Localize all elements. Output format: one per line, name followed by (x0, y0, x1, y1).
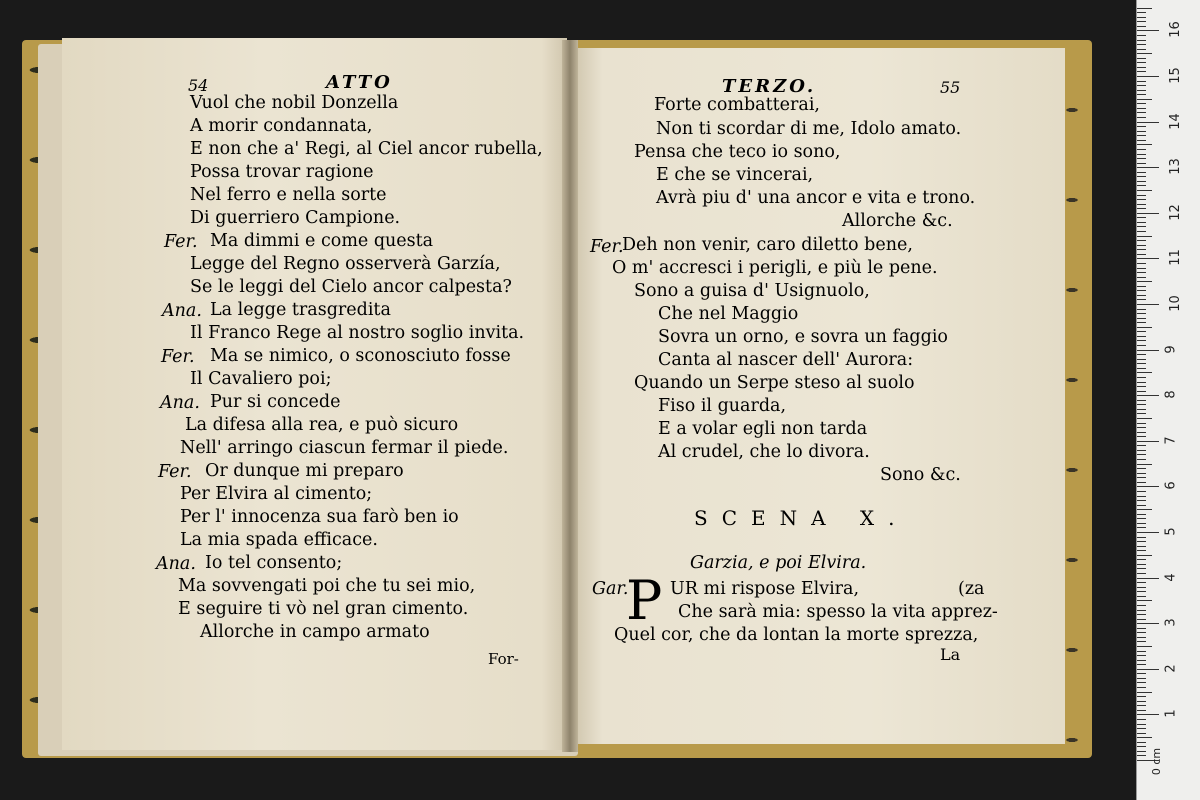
ruler-tick (1137, 272, 1146, 273)
ruler-tick (1137, 226, 1146, 227)
ruler-tick (1137, 299, 1146, 300)
ruler-number: 14 (1167, 112, 1183, 130)
left-catchword: For- (488, 650, 519, 668)
ruler-tick (1137, 295, 1146, 296)
ruler-tick (1137, 669, 1159, 670)
ruler-number: 8 (1163, 390, 1179, 399)
text-line: Sono a guisa d' Usignuolo, (634, 281, 870, 301)
text-line: E che se vincerai, (656, 165, 814, 185)
ruler-tick (1137, 724, 1146, 725)
ruler-tick (1137, 377, 1146, 378)
ruler-tick (1137, 254, 1146, 255)
ruler-tick (1137, 687, 1146, 688)
ruler-tick (1137, 263, 1146, 264)
text-line: (za (958, 579, 985, 599)
ruler-tick (1137, 441, 1159, 442)
ruler-tick (1137, 459, 1146, 460)
ruler-tick (1137, 532, 1159, 533)
ruler-tick (1137, 140, 1146, 141)
ruler-tick (1137, 12, 1146, 13)
ruler-tick (1137, 163, 1146, 164)
ruler-tick (1137, 655, 1146, 656)
ruler-tick (1137, 496, 1146, 497)
ruler-tick (1137, 281, 1152, 282)
ruler-tick (1137, 600, 1152, 601)
ruler-unit-label: 0 cm (1150, 747, 1164, 776)
ruler-tick (1137, 632, 1146, 633)
text-line: Sono &c. (880, 465, 961, 485)
ruler-tick (1137, 742, 1146, 743)
text-line: E seguire ti vò nel gran cimento. (178, 599, 469, 619)
ruler-tick (1137, 249, 1146, 250)
ruler-tick (1137, 372, 1152, 373)
ruler-tick (1137, 664, 1146, 665)
ruler-tick (1137, 354, 1146, 355)
ruler-tick (1137, 71, 1146, 72)
text-line: Ma dimmi e come questa (210, 231, 434, 251)
ruler-tick (1137, 673, 1146, 674)
speaker-label: Fer. (161, 347, 195, 367)
ruler-tick (1137, 637, 1146, 638)
ruler-tick (1137, 258, 1159, 259)
ruler-tick (1137, 126, 1146, 127)
scene-heading: SCENA X. (694, 506, 909, 530)
ruler-tick (1137, 290, 1146, 291)
ruler-number: 9 (1163, 344, 1179, 354)
right-page-number: 55 (940, 78, 961, 97)
ruler-tick (1137, 167, 1159, 168)
ruler-tick (1137, 395, 1159, 396)
ruler-tick (1137, 190, 1152, 191)
ruler-tick (1137, 359, 1146, 360)
text-line: Io tel consento; (205, 553, 343, 573)
ruler-tick (1137, 436, 1146, 437)
ruler-tick (1137, 546, 1146, 547)
speaker-label: Ana. (160, 393, 200, 413)
ruler-tick (1137, 144, 1152, 145)
ruler-number: 4 (1163, 572, 1179, 582)
ruler-tick (1137, 172, 1146, 173)
ruler-tick (1137, 400, 1146, 401)
ruler-tick (1137, 131, 1146, 132)
ruler-tick (1137, 53, 1152, 54)
ruler-tick (1137, 40, 1146, 41)
ruler-tick (1137, 568, 1146, 569)
text-line: Legge del Regno osserverà Garzía, (190, 254, 501, 274)
ruler-tick (1137, 336, 1146, 337)
ruler-tick (1137, 445, 1146, 446)
ruler-tick (1137, 413, 1146, 414)
ruler-tick (1137, 154, 1146, 155)
ruler-tick (1137, 122, 1159, 123)
ruler-tick (1137, 245, 1146, 246)
ruler-tick (1137, 518, 1146, 519)
text-line: E non che a' Regi, al Ciel ancor rubella, (190, 139, 543, 159)
ruler-tick (1137, 21, 1146, 22)
ruler-tick (1137, 304, 1159, 305)
ruler-tick (1137, 628, 1146, 629)
ruler-tick (1137, 94, 1146, 95)
ruler-tick (1137, 527, 1146, 528)
text-line: Canta al nascer dell' Aurora: (658, 350, 914, 370)
ruler-tick (1137, 573, 1146, 574)
ruler-tick (1137, 619, 1146, 620)
ruler-tick (1137, 240, 1146, 241)
ruler-tick (1137, 482, 1146, 483)
ruler-tick (1137, 135, 1146, 136)
ruler-tick (1137, 710, 1146, 711)
ruler-tick (1137, 382, 1146, 383)
text-line: Ma se nimico, o sconosciuto fosse (210, 346, 511, 366)
ruler-tick (1137, 427, 1146, 428)
ruler-tick (1137, 550, 1146, 551)
ruler-tick (1137, 755, 1146, 756)
ruler-tick (1137, 614, 1146, 615)
ruler-tick (1137, 432, 1146, 433)
ruler-number: 6 (1163, 481, 1179, 491)
ruler-tick (1137, 450, 1146, 451)
ruler-tick (1137, 523, 1146, 524)
ruler-tick (1137, 181, 1146, 182)
ruler-tick (1137, 30, 1159, 31)
ruler-tick (1137, 505, 1146, 506)
ruler-tick (1137, 751, 1146, 752)
ruler-number: 12 (1167, 204, 1183, 221)
ruler-tick (1137, 696, 1146, 697)
ruler-tick (1137, 623, 1159, 624)
ruler-tick (1137, 318, 1146, 319)
ruler-tick (1137, 486, 1159, 487)
ruler-tick (1137, 564, 1146, 565)
ruler-tick (1137, 26, 1146, 27)
ruler-tick (1137, 646, 1152, 647)
ruler-number: 13 (1167, 158, 1183, 175)
ruler-tick (1137, 231, 1146, 232)
ruler-tick (1137, 81, 1146, 82)
ruler-tick (1137, 423, 1146, 424)
ruler-tick (1137, 477, 1146, 478)
ruler-tick (1137, 641, 1146, 642)
ruler-tick (1137, 176, 1146, 177)
ruler-tick (1137, 327, 1152, 328)
text-line: Non ti scordar di me, Idolo amato. (656, 119, 962, 139)
ruler-tick (1137, 391, 1146, 392)
text-line: Nell' arringo ciascun fermar il piede. (180, 438, 509, 458)
text-line: La legge trasgredita (210, 300, 391, 320)
book-gutter (562, 40, 578, 752)
text-line: Nel ferro e nella sorte (190, 185, 387, 205)
ruler-tick (1137, 682, 1146, 683)
ruler-tick (1137, 340, 1146, 341)
ruler-tick (1137, 737, 1152, 738)
ruler-tick (1137, 236, 1152, 237)
ruler-tick (1137, 62, 1146, 63)
ruler-tick (1137, 386, 1146, 387)
text-line: Al crudel, che lo divora. (658, 442, 870, 462)
ruler-tick (1137, 678, 1146, 679)
ruler-tick (1137, 660, 1146, 661)
ruler-tick (1137, 309, 1146, 310)
speaker-label: Fer. (164, 232, 198, 252)
ruler-tick (1137, 90, 1146, 91)
text-line: Quando un Serpe steso al suolo (634, 373, 915, 393)
text-line: Per Elvira al cimento; (180, 484, 373, 504)
ruler-tick (1137, 195, 1146, 196)
ruler-tick (1137, 692, 1152, 693)
ruler-tick (1137, 112, 1146, 113)
speaker-label: Fer. (158, 462, 192, 482)
ruler-tick (1137, 213, 1159, 214)
ruler-tick (1137, 44, 1146, 45)
text-line: Che sarà mia: spesso la vita apprez- (678, 602, 998, 622)
speaker-label: Gar. (592, 579, 629, 599)
ruler-tick (1137, 217, 1146, 218)
text-line: O m' accresci i perigli, e più le pene. (612, 258, 938, 278)
text-line: La difesa alla rea, e può sicuro (185, 415, 459, 435)
ruler-tick (1137, 464, 1152, 465)
text-line: Deh non venir, caro diletto bene, (622, 235, 913, 255)
text-line: E a volar egli non tarda (658, 419, 868, 439)
ruler-tick (1137, 500, 1146, 501)
ruler-tick (1137, 345, 1146, 346)
ruler-tick (1137, 473, 1146, 474)
text-line: Fiso il guarda, (658, 396, 787, 416)
ruler-tick (1137, 728, 1146, 729)
ruler-tick (1137, 701, 1146, 702)
ruler-tick (1137, 322, 1146, 323)
text-line: Pensa che teco io sono, (634, 142, 841, 162)
text-line: La mia spada efficace. (180, 530, 378, 550)
text-line: Forte combatterai, (654, 95, 820, 115)
drop-cap: P (626, 569, 663, 632)
ruler-tick (1137, 651, 1146, 652)
ruler-tick (1137, 222, 1146, 223)
ruler-tick (1137, 103, 1146, 104)
text-line: Allorche &c. (842, 211, 953, 231)
ruler-tick (1137, 541, 1146, 542)
speaker-label: Fer. (590, 237, 624, 257)
ruler-number: 15 (1167, 67, 1183, 84)
ruler-number: 5 (1163, 527, 1179, 536)
ruler-tick (1137, 35, 1146, 36)
ruler-tick (1137, 67, 1146, 68)
text-line: Possa trovar ragione (190, 162, 374, 182)
ruler-tick (1137, 714, 1159, 715)
ruler-tick (1137, 368, 1146, 369)
ruler-tick (1137, 85, 1146, 86)
ruler-number: 1 (1163, 709, 1179, 719)
ruler-tick (1137, 117, 1146, 118)
ruler-tick (1137, 158, 1146, 159)
ruler-number: 16 (1167, 21, 1183, 39)
text-line: Avrà piu d' una ancor e vita e trono. (656, 188, 976, 208)
ruler-tick (1137, 58, 1146, 59)
text-line: Sovra un orno, e sovra un faggio (658, 327, 948, 347)
ruler-tick (1137, 596, 1146, 597)
ruler-tick (1137, 8, 1152, 9)
speaker-label: Ana. (162, 301, 202, 321)
ruler-tick (1137, 268, 1146, 269)
ruler-tick (1137, 99, 1152, 100)
text-line: UR mi rispose Elvira, (670, 579, 860, 599)
ruler-tick (1137, 331, 1146, 332)
text-line: Vuol che nobil Donzella (190, 93, 399, 113)
ruler-number: 11 (1167, 249, 1183, 267)
text-line: Se le leggi del Cielo ancor calpesta? (190, 277, 512, 297)
ruler-tick (1137, 514, 1146, 515)
text-line: Or dunque mi preparo (205, 461, 404, 481)
text-line: Di guerriero Campione. (190, 208, 401, 228)
ruler-tick (1137, 108, 1146, 109)
ruler-tick (1137, 582, 1146, 583)
text-line: Ma sovvengati poi che tu sei mio, (178, 576, 476, 596)
ruler-tick (1137, 185, 1146, 186)
text-line: Allorche in campo armato (200, 622, 430, 642)
text-line: Pur si concede (210, 392, 341, 412)
ruler-tick (1137, 404, 1146, 405)
ruler-tick (1137, 587, 1146, 588)
left-page-header: ATTO (326, 72, 393, 93)
ruler-number: 2 (1163, 664, 1179, 673)
ruler-tick (1137, 719, 1146, 720)
ruler-number: 10 (1167, 295, 1183, 312)
ruler-tick (1137, 559, 1146, 560)
right-page-header: TERZO. (722, 76, 817, 97)
ruler-tick (1137, 49, 1146, 50)
speaker-label: Ana. (156, 554, 196, 574)
ruler-tick (1137, 277, 1146, 278)
ruler-tick (1137, 409, 1146, 410)
ruler-tick (1137, 578, 1159, 579)
ruler-tick (1137, 76, 1159, 77)
scene-persons: Garzia, e poi Elvira. (690, 553, 867, 573)
ruler-tick (1137, 418, 1152, 419)
text-line: Quel cor, che da lontan la morte sprezza, (614, 625, 979, 645)
text-line: Il Cavaliero poi; (190, 369, 332, 389)
text-line: Per l' innocenza sua farò ben io (180, 507, 459, 527)
left-page-number: 54 (188, 76, 209, 95)
ruler-tick (1137, 313, 1146, 314)
text-line: A morir condannata, (190, 116, 373, 136)
ruler-tick (1137, 454, 1146, 455)
ruler-tick (1137, 363, 1146, 364)
ruler-tick (1137, 555, 1152, 556)
ruler-tick (1137, 286, 1146, 287)
ruler-tick (1137, 537, 1146, 538)
ruler-tick (1137, 705, 1146, 706)
measurement-ruler (1136, 0, 1200, 800)
right-catchword: La (940, 645, 961, 664)
text-line: Il Franco Rege al nostro soglio invita. (190, 323, 525, 343)
ruler-tick (1137, 610, 1146, 611)
ruler-tick (1137, 468, 1146, 469)
ruler-tick (1137, 149, 1146, 150)
ruler-number: 7 (1163, 436, 1179, 445)
ruler-number: 3 (1163, 618, 1179, 627)
ruler-tick (1137, 350, 1159, 351)
ruler-tick (1137, 746, 1146, 747)
ruler-tick (1137, 199, 1146, 200)
ruler-tick (1137, 509, 1152, 510)
ruler-tick (1137, 491, 1146, 492)
ruler-tick (1137, 208, 1146, 209)
ruler-tick (1137, 733, 1146, 734)
ruler-tick (1137, 591, 1146, 592)
ruler-tick (1137, 204, 1146, 205)
ruler-tick (1137, 605, 1146, 606)
text-line: Che nel Maggio (658, 304, 799, 324)
ruler-tick (1137, 17, 1146, 18)
